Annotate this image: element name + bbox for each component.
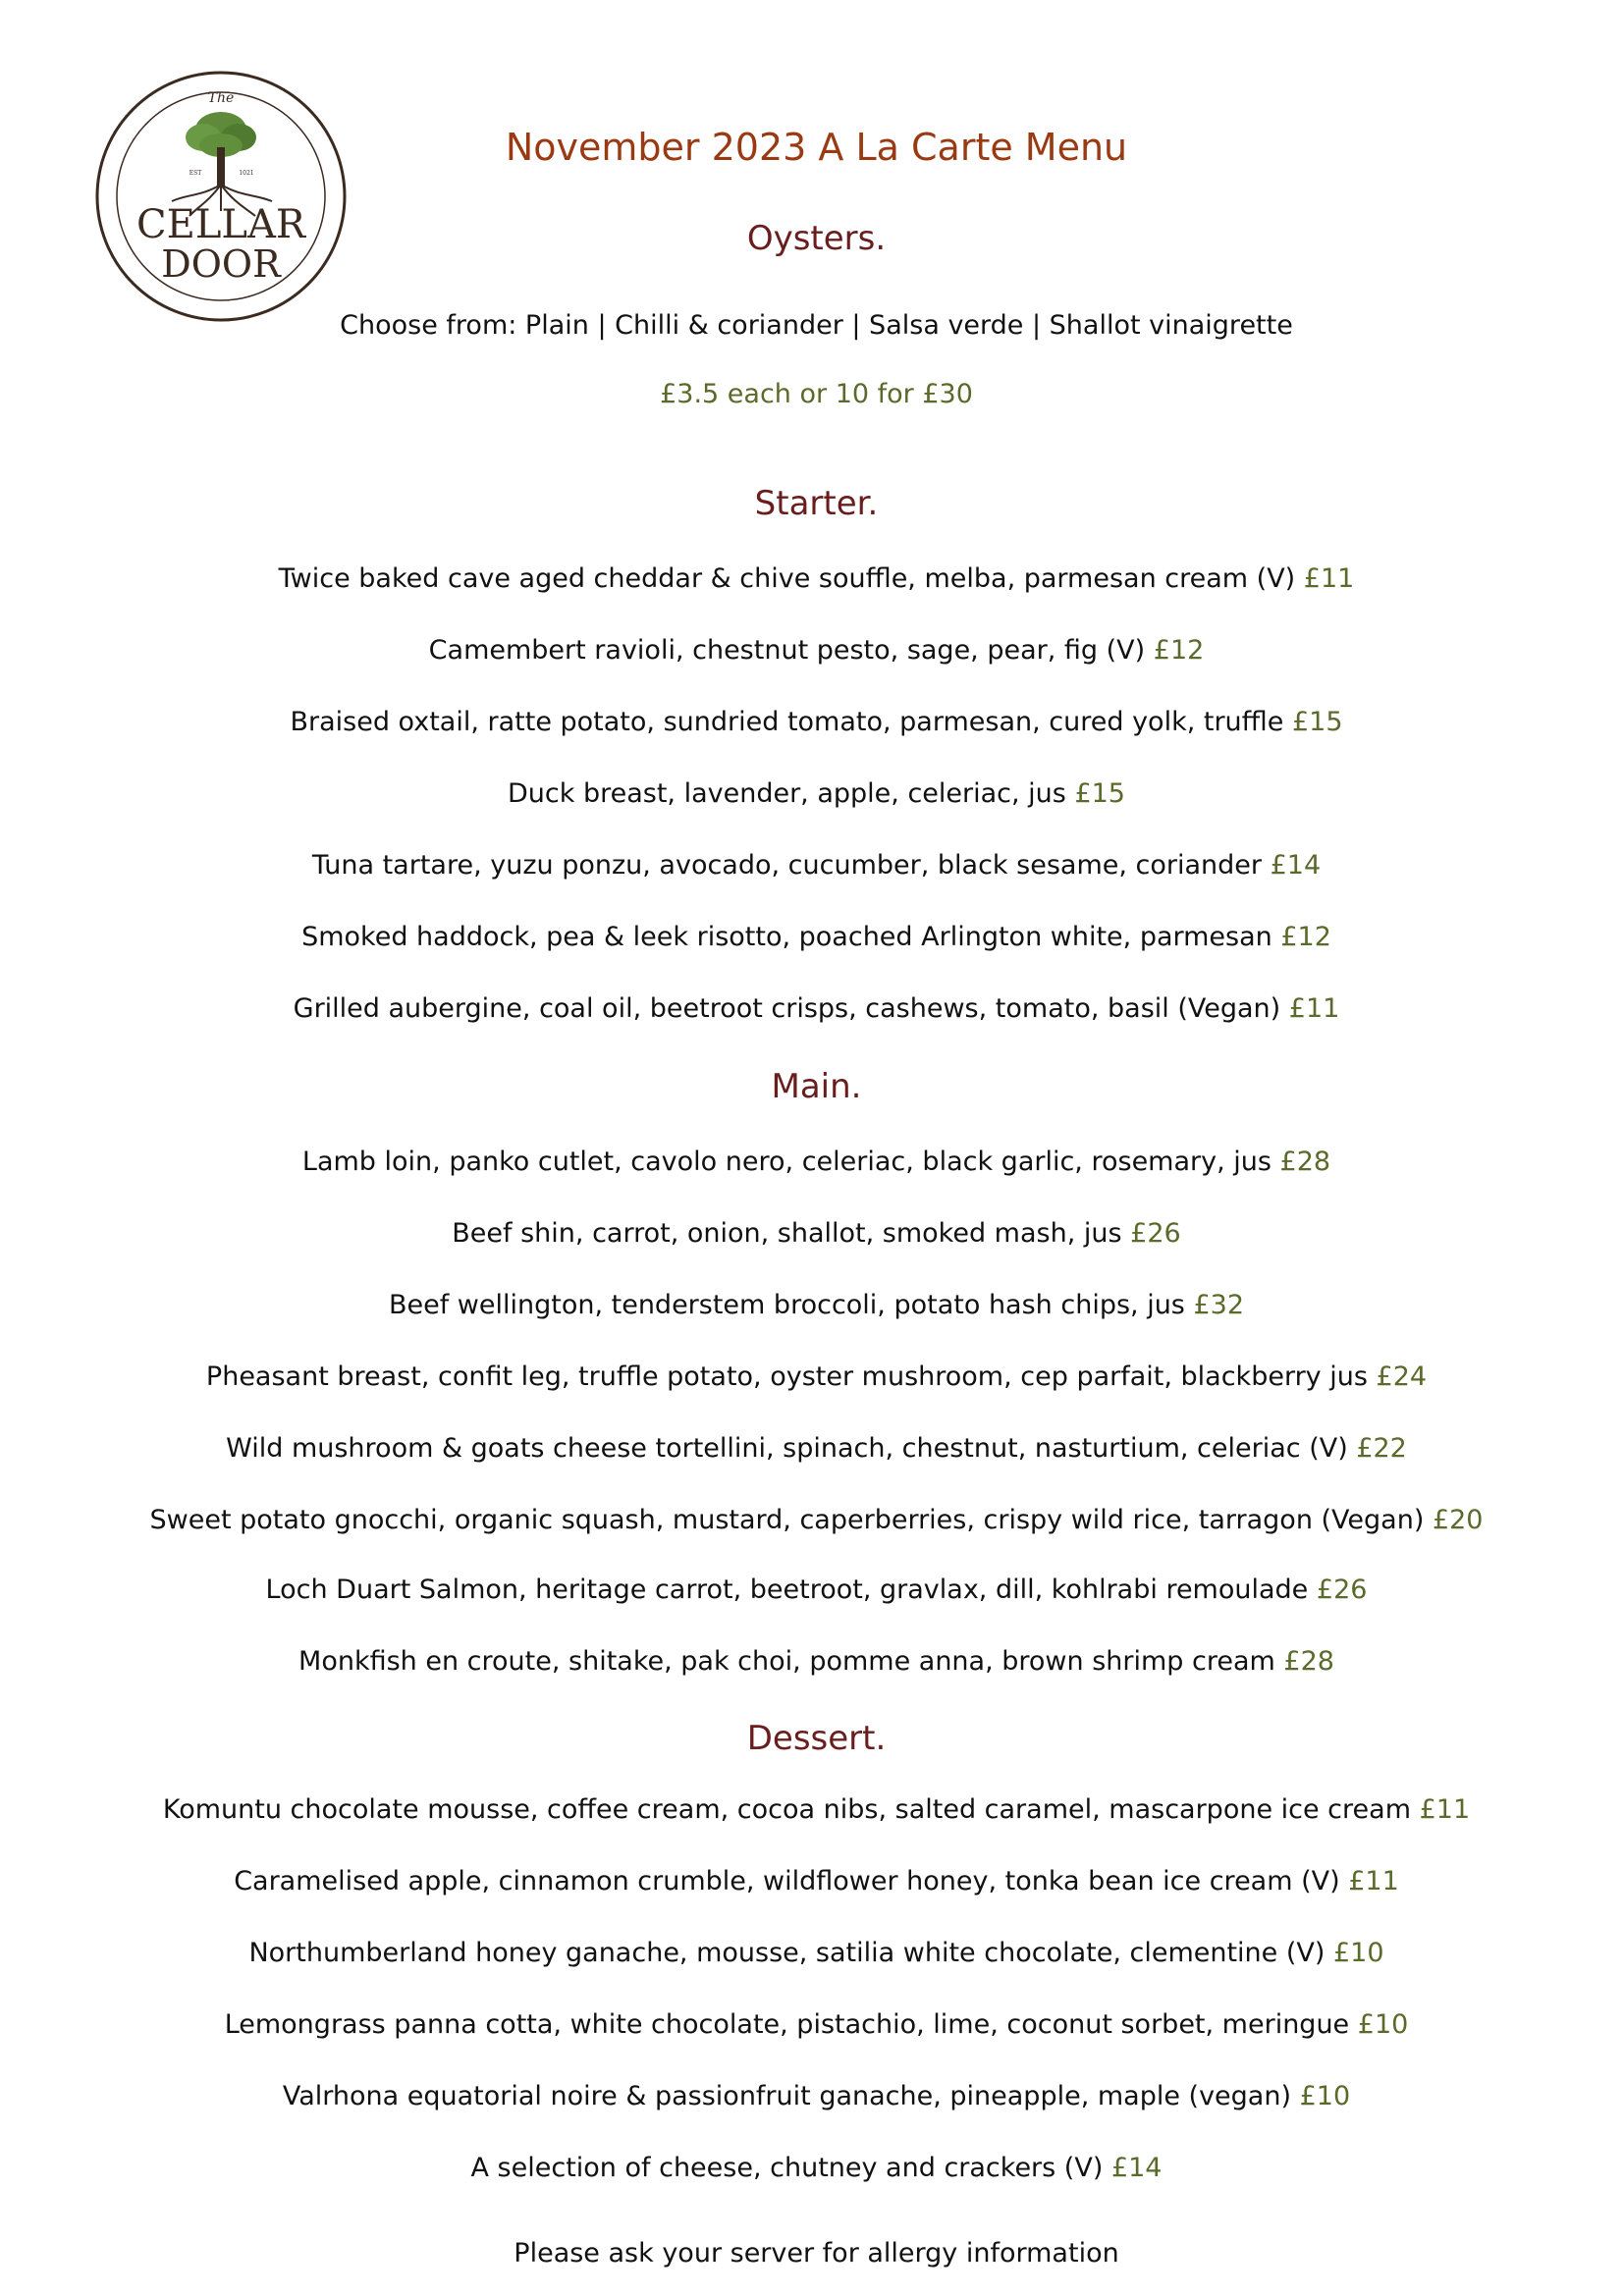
logo-the-text: The bbox=[207, 90, 235, 106]
item-price: £28 bbox=[1279, 1147, 1331, 1177]
item-price: £28 bbox=[1283, 1646, 1334, 1677]
item-price: £14 bbox=[1110, 2153, 1163, 2183]
item-price: £12 bbox=[1280, 922, 1331, 952]
menu-item: Lemongrass panna cotta, white chocolate, pistachio, lime, coconut sorbet, meringue £10 bbox=[224, 2009, 1409, 2040]
logo-est-text: EST bbox=[189, 170, 202, 177]
menu-item: A selection of cheese, chutney and crackers (V) £14 bbox=[470, 2153, 1163, 2183]
menu-item: Camembert ravioli, chestnut pesto, sage, pear, fig (V) £12 bbox=[428, 635, 1205, 666]
menu-item: Grilled aubergine, coal oil, beetroot crisps, cashews, tomato, basil (Vegan) £11 bbox=[293, 993, 1340, 1024]
menu-item: Beef shin, carrot, onion, shallot, smoked mash, jus £26 bbox=[452, 1218, 1181, 1249]
menu-item: Braised oxtail, ratte potato, sundried tomato, parmesan, cured yolk, truffle £15 bbox=[290, 707, 1343, 737]
menu-item: Northumberland honey ganache, mousse, satilia white chocolate, clementine (V) £10 bbox=[248, 1938, 1384, 1968]
logo-year-text: 1021 bbox=[239, 170, 254, 177]
menu-item: Smoked haddock, pea & leek risotto, poached Arlington white, parmesan £12 bbox=[301, 922, 1331, 952]
item-price: £14 bbox=[1270, 850, 1322, 881]
item-price: £22 bbox=[1356, 1433, 1407, 1464]
menu-item: Sweet potato gnocchi, organic squash, mustard, caperberries, crispy wild rice, tarragon (Vegan) £20 bbox=[149, 1505, 1484, 1535]
item-price: £11 bbox=[1288, 993, 1340, 1024]
menu-item: Valrhona equatorial noire & passionfruit ganache, pineapple, maple (vegan) £10 bbox=[282, 2081, 1351, 2111]
item-price: £10 bbox=[1299, 2081, 1351, 2111]
item-price: £26 bbox=[1316, 1575, 1368, 1605]
menu-item: Beef wellington, tenderstem broccoli, potato hash chips, jus £32 bbox=[388, 1290, 1245, 1320]
item-price: £10 bbox=[1333, 1938, 1384, 1968]
allergy-note: Please ask your server for allergy information bbox=[514, 2238, 1119, 2269]
menu-item: Pheasant breast, confit leg, truffle potato, oyster mushroom, cep parfait, blackberry jus £24 bbox=[205, 1362, 1428, 1392]
item-price: £11 bbox=[1303, 563, 1355, 594]
menu-item: Duck breast, lavender, apple, celeriac, jus £15 bbox=[508, 778, 1125, 809]
item-price: £24 bbox=[1376, 1362, 1428, 1392]
menu-item: Monkfish en croute, shitake, pak choi, pomme anna, brown shrimp cream £28 bbox=[298, 1646, 1334, 1677]
item-price: £12 bbox=[1153, 635, 1205, 666]
dessert-heading: Dessert. bbox=[746, 1719, 887, 1758]
item-price: £15 bbox=[1291, 707, 1343, 737]
starter-heading: Starter. bbox=[754, 484, 879, 523]
oysters-price: £3.5 each or 10 for £30 bbox=[660, 379, 973, 409]
menu-item: Lamb loin, panko cutlet, cavolo nero, celeriac, black garlic, rosemary, jus £28 bbox=[301, 1147, 1331, 1177]
item-price: £11 bbox=[1419, 1794, 1471, 1825]
menu-item: Wild mushroom & goats cheese tortellini, spinach, chestnut, nasturtium, celeriac (V) £22 bbox=[226, 1433, 1407, 1464]
menu-item: Tuna tartare, yuzu ponzu, avocado, cucumber, black sesame, coriander £14 bbox=[311, 850, 1322, 881]
cellar-door-logo bbox=[93, 69, 349, 324]
menu-item: Loch Duart Salmon, heritage carrot, beetroot, gravlax, dill, kohlrabi remoulade £26 bbox=[265, 1575, 1368, 1605]
oysters-choices: Choose from: Plain | Chilli & coriander | Salsa verde | Shallot vinaigrette bbox=[340, 310, 1293, 341]
item-price: £11 bbox=[1348, 1866, 1399, 1896]
main-heading: Main. bbox=[771, 1067, 862, 1106]
logo-door-text: DOOR bbox=[161, 242, 281, 286]
item-price: £10 bbox=[1357, 2009, 1409, 2040]
oysters-heading: Oysters. bbox=[746, 219, 887, 258]
menu-item: Komuntu chocolate mousse, coffee cream, cocoa nibs, salted caramel, mascarpone ice cream £11 bbox=[162, 1794, 1471, 1825]
logo-cellar-text: CELLAR bbox=[136, 202, 305, 247]
item-price: £32 bbox=[1193, 1290, 1245, 1320]
menu-title: November 2023 A La Carte Menu bbox=[505, 126, 1128, 169]
menu-item: Caramelised apple, cinnamon crumble, wildflower honey, tonka bean ice cream (V) £11 bbox=[234, 1866, 1399, 1896]
menu-item: Twice baked cave aged cheddar & chive souffle, melba, parmesan cream (V) £11 bbox=[278, 563, 1355, 594]
item-price: £20 bbox=[1432, 1505, 1484, 1535]
item-price: £26 bbox=[1130, 1218, 1181, 1249]
item-price: £15 bbox=[1074, 778, 1125, 809]
